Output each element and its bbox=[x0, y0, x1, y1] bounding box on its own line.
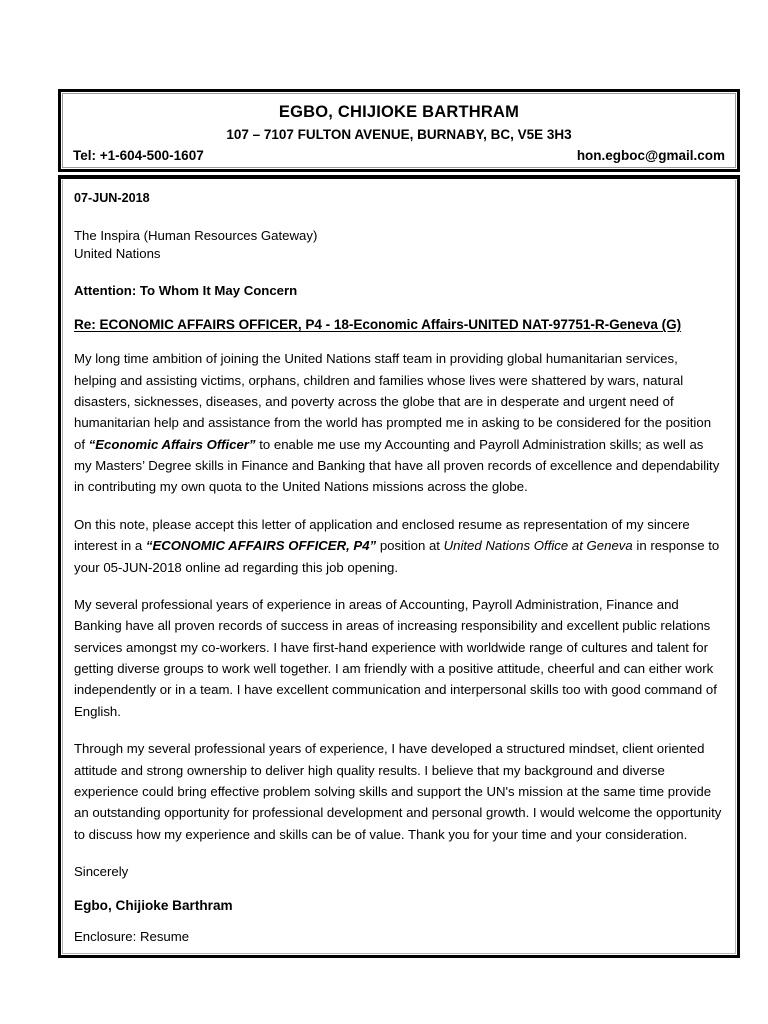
paragraph-1-part-1: My long time ambition of joining the United Nations staff team in providing global humanitarian services, helping and assisting victims, orphans, children and families whose lives were shattered by wars, natural disasters, sicknesses, diseases, and poverty across the globe that are in desperate and urgent need of humanitarian help and assistance from the world has prompted me in asking to be considered for the position of bbox=[74, 351, 712, 452]
paragraph-2-part-3: in response to your 05-JUN-2018 online ad regarding this job opening. bbox=[74, 538, 720, 575]
recipient-line-1: The Inspira (Human Resources Gateway) bbox=[74, 227, 318, 243]
paragraph-4: Through my several professional years of experience, I have developed a structured mindset, client oriented attitude and strong ownership to deliver high quality results. I believe that my background and diverse experience could bring effective problem solving skills and support the UN's mission at the same time provide an outstanding opportunity for professional development and personal growth. I would welcome the opportunity to discuss how my experience and skills can be of value. Thank you for your time and your consideration. bbox=[74, 741, 722, 842]
paragraph-2-emphasis-2: United Nations Office at Geneva bbox=[443, 538, 633, 554]
paragraph-2 bbox=[74, 514, 723, 578]
sender-name: EGBO, CHIJIOKE BARTHRAM bbox=[278, 103, 520, 121]
sender-address: 107 – 7107 FULTON AVENUE, BURNABY, BC, V5E 3H3 bbox=[226, 127, 572, 143]
attention-line: Attention: To Whom It May Concern bbox=[74, 283, 298, 299]
subject-line: Re: ECONOMIC AFFAIRS OFFICER, P4 - 18-Economic Affairs-UNITED NAT-97751-R-Geneva (G) bbox=[74, 317, 682, 333]
letter-body-box bbox=[58, 175, 740, 958]
paragraph-2-part-2: position at bbox=[376, 538, 444, 554]
paragraph-3: My several professional years of experience in areas of Accounting, Payroll Administration, Finance and Banking have all proven records of success in areas of increasing responsibility and excellent public relations services amongst my co-workers. I have first-hand experience with worldwide range of cultures and talent for getting diverse groups to work well together. I am friendly with a positive attitude, cheerful and can either work independently or in a team. I have excellent communication and interpersonal skills too with good command of English. bbox=[74, 596, 717, 719]
recipient-address-block bbox=[74, 227, 723, 264]
closing-line: Sincerely bbox=[74, 864, 129, 880]
letter-page bbox=[58, 89, 740, 958]
letter-body-inner bbox=[62, 180, 736, 954]
recipient-line-2: United Nations bbox=[74, 246, 161, 262]
signature-name: Egbo, Chijioke Barthram bbox=[74, 897, 233, 913]
paragraph-1-part-2: to enable me use my Accounting and Payroll Administration skills; as well as my Masters’ Degree skills in Finance and Banking that have all proven records of excellence and dependability in contributing my own quota to the United Nations missions across the globe. bbox=[74, 436, 720, 495]
paragraph-2-emphasis-1: “ECONOMIC AFFAIRS OFFICER, P4” bbox=[145, 538, 377, 554]
paragraph-1-emphasis-1: “Economic Affairs Officer” bbox=[88, 436, 256, 452]
paragraph-1 bbox=[74, 348, 723, 498]
letterhead-inner bbox=[62, 93, 736, 168]
sender-phone: Tel: +1-604-500-1607 bbox=[73, 147, 204, 163]
sender-email: hon.egboc@gmail.com bbox=[576, 147, 725, 163]
paragraph-2-part-1: On this note, please accept this letter of application and enclosed resume as representation of my sincere interest in a bbox=[74, 516, 690, 554]
letter-date: 07-JUN-2018 bbox=[74, 190, 150, 205]
contact-row bbox=[73, 148, 725, 163]
letterhead-box bbox=[58, 89, 740, 172]
enclosure-line: Enclosure: Resume bbox=[74, 928, 190, 944]
